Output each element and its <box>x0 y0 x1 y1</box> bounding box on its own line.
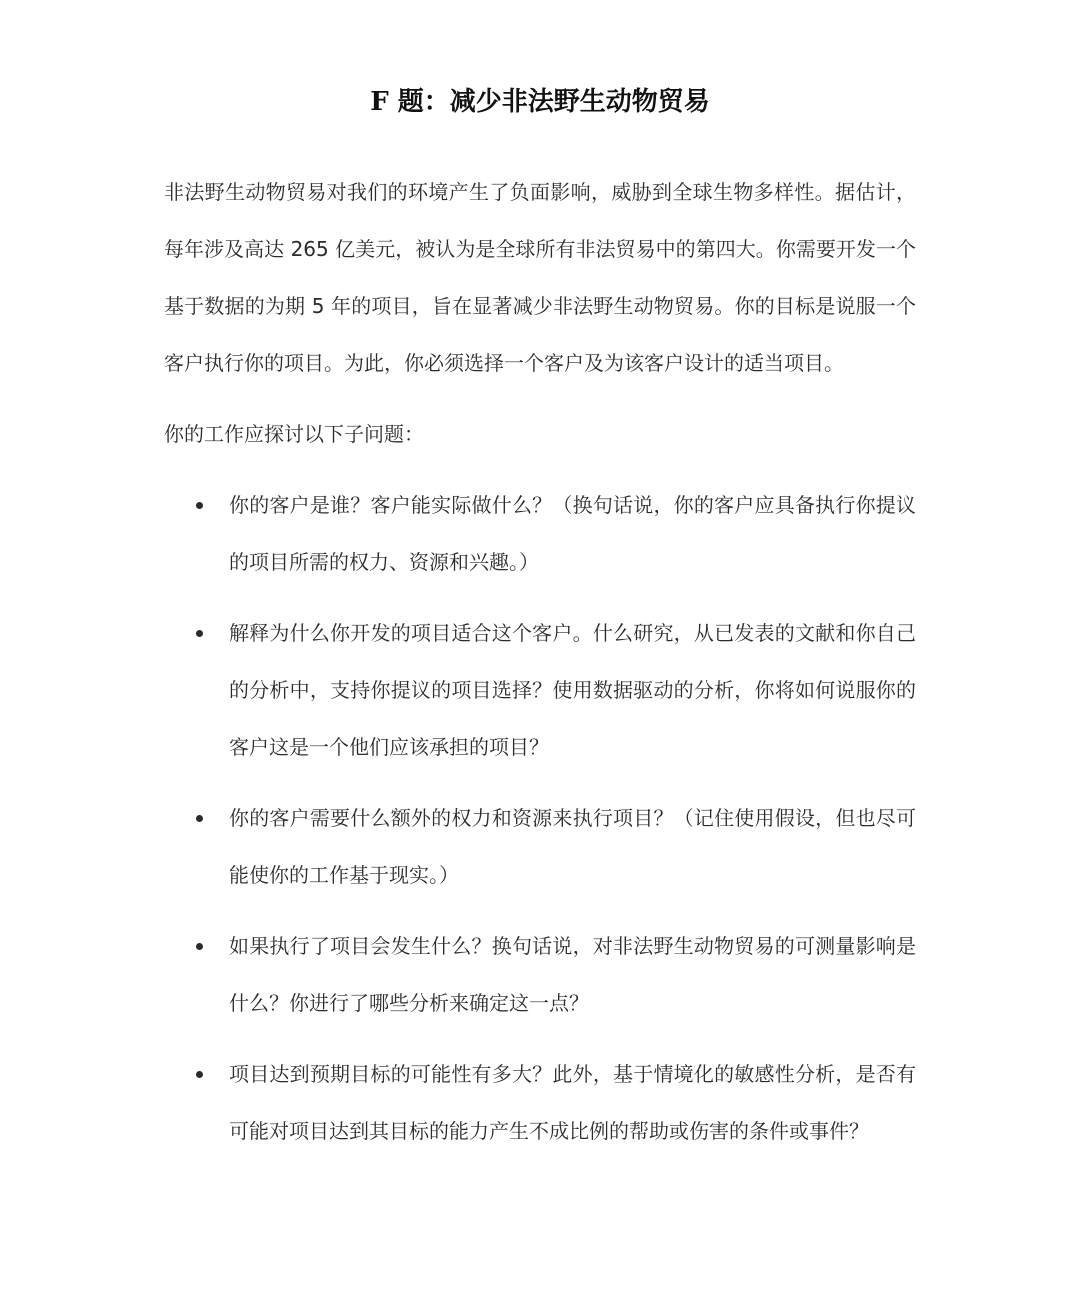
bullet-icon <box>196 502 203 509</box>
page-title: F 题：减少非法野生动物贸易 <box>370 87 710 117</box>
bullet-icon <box>196 630 203 637</box>
document-body <box>164 164 916 1174</box>
list-item <box>164 605 916 776</box>
list-item-text: 你的客户是谁？客户能实际做什么？（换句话说，你的客户应具备执行你提议的项目所需的权力、资源和兴趣。） <box>229 493 916 574</box>
list-item-text: 你的客户需要什么额外的权力和资源来执行项目？（记住使用假设，但也尽可能使你的工作基于现实。） <box>229 806 916 887</box>
list-item-text: 项目达到预期目标的可能性有多大？此外，基于情境化的敏感性分析，是否有可能对项目达到其目标的能力产生不成比例的帮助或伤害的条件或事件？ <box>229 1062 916 1143</box>
list-item <box>164 1046 916 1160</box>
list-item <box>164 477 916 591</box>
intro-paragraph: 非法野生动物贸易对我们的环境产生了负面影响，威胁到全球生物多样性。据估计，每年涉及高达 265 亿美元，被认为是全球所有非法贸易中的第四大。你需要开发一个基于数据的为期 5 年的项目，旨在显著减少非法野生动物贸易。你的目标是说服一个客户执行你的项目。为此，你必须选择一个客户及为该客户设计的适当项目。 <box>164 180 916 375</box>
subquestion-list <box>164 477 916 1160</box>
list-item <box>164 918 916 1032</box>
bullet-icon <box>196 943 203 950</box>
list-item-text: 解释为什么你开发的项目适合这个客户。什么研究，从已发表的文献和你自己的分析中，支持你提议的项目选择？使用数据驱动的分析，你将如何说服你的客户这是一个他们应该承担的项目？ <box>229 621 916 759</box>
list-item <box>164 790 916 904</box>
bullet-icon <box>196 815 203 822</box>
subquestions-intro: 你的工作应探讨以下子问题： <box>164 422 424 446</box>
bullet-icon <box>196 1071 203 1078</box>
list-item-text: 如果执行了项目会发生什么？换句话说，对非法野生动物贸易的可测量影响是什么？你进行了哪些分析来确定这一点？ <box>229 934 916 1015</box>
